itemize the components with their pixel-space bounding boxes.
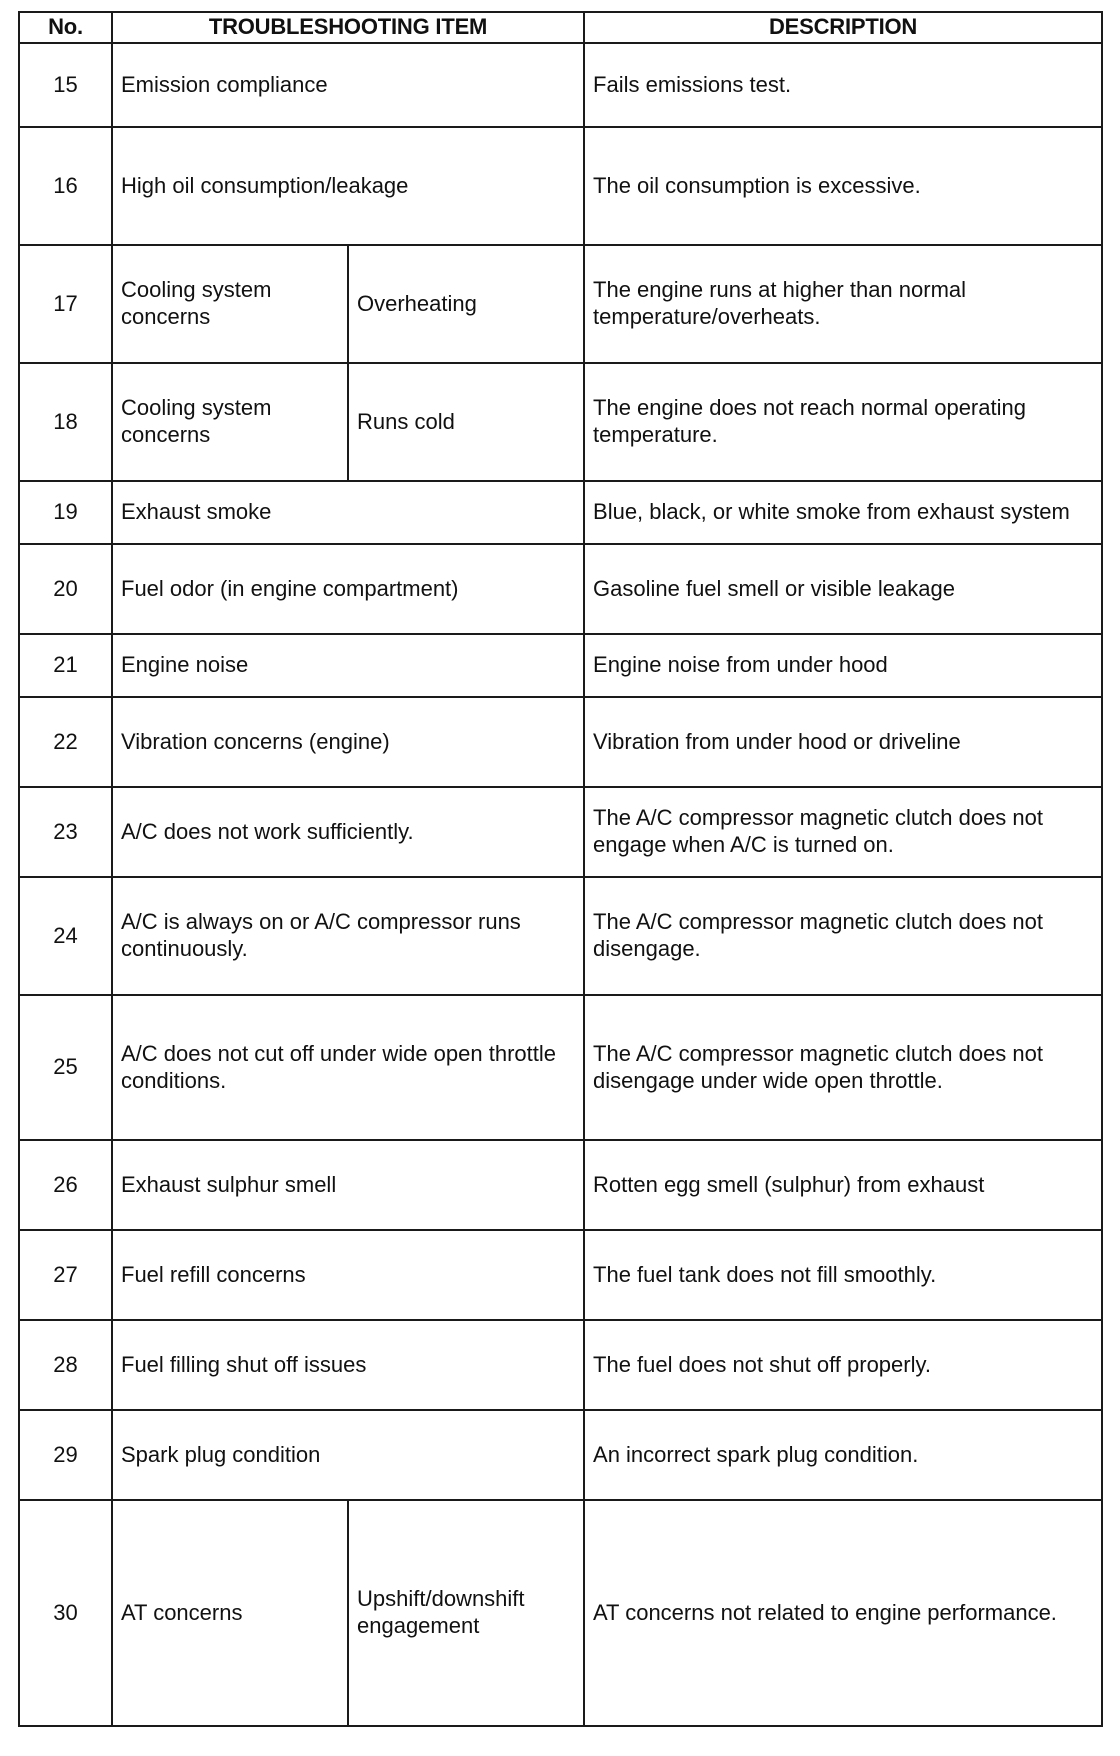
row-number: 23: [19, 787, 112, 877]
row-number: 24: [19, 877, 112, 995]
description: Rotten egg smell (sulphur) from exhaust: [584, 1140, 1102, 1230]
description: Vibration from under hood or driveline: [584, 697, 1102, 787]
troubleshooting-item: Vibration concerns (engine): [112, 697, 584, 787]
description: The fuel does not shut off properly.: [584, 1320, 1102, 1410]
troubleshooting-subitem: Overheating: [348, 245, 584, 363]
description: The A/C compressor magnetic clutch does not disengage.: [584, 877, 1102, 995]
description: The engine runs at higher than normal temperature/overheats.: [584, 245, 1102, 363]
troubleshooting-table: [18, 11, 1103, 1727]
table-row: [19, 1410, 1102, 1500]
troubleshooting-item: Emission compliance: [112, 43, 584, 127]
troubleshooting-item: Spark plug condition: [112, 1410, 584, 1500]
row-number: 22: [19, 697, 112, 787]
row-number: 29: [19, 1410, 112, 1500]
troubleshooting-subitem: Runs cold: [348, 363, 584, 481]
table-row: [19, 1320, 1102, 1410]
troubleshooting-item: A/C does not cut off under wide open throttle conditions.: [112, 995, 584, 1140]
description: AT concerns not related to engine performance.: [584, 1500, 1102, 1726]
table-row: [19, 1230, 1102, 1320]
table-row: [19, 995, 1102, 1140]
table-row: [19, 544, 1102, 634]
troubleshooting-item: Exhaust sulphur smell: [112, 1140, 584, 1230]
description: The engine does not reach normal operating temperature.: [584, 363, 1102, 481]
troubleshooting-item: Exhaust smoke: [112, 481, 584, 544]
row-number: 16: [19, 127, 112, 245]
header-troubleshooting-item: TROUBLESHOOTING ITEM: [112, 12, 584, 43]
description: Blue, black, or white smoke from exhaust system: [584, 481, 1102, 544]
troubleshooting-item: Fuel odor (in engine compartment): [112, 544, 584, 634]
row-number: 30: [19, 1500, 112, 1726]
troubleshooting-item: AT concerns: [112, 1500, 348, 1726]
table-row: [19, 245, 1102, 363]
description: The oil consumption is excessive.: [584, 127, 1102, 245]
table-row: [19, 1140, 1102, 1230]
description: The A/C compressor magnetic clutch does not engage when A/C is turned on.: [584, 787, 1102, 877]
row-number: 19: [19, 481, 112, 544]
description: Engine noise from under hood: [584, 634, 1102, 697]
row-number: 20: [19, 544, 112, 634]
table-row: [19, 481, 1102, 544]
troubleshooting-item: A/C does not work sufficiently.: [112, 787, 584, 877]
description: An incorrect spark plug condition.: [584, 1410, 1102, 1500]
description: Gasoline fuel smell or visible leakage: [584, 544, 1102, 634]
row-number: 27: [19, 1230, 112, 1320]
troubleshooting-item: Fuel filling shut off issues: [112, 1320, 584, 1410]
troubleshooting-item: High oil consumption/leakage: [112, 127, 584, 245]
troubleshooting-subitem: Upshift/downshift engagement: [348, 1500, 584, 1726]
table-row: [19, 697, 1102, 787]
row-number: 17: [19, 245, 112, 363]
table-row: [19, 1500, 1102, 1726]
description: The fuel tank does not fill smoothly.: [584, 1230, 1102, 1320]
table-row: [19, 43, 1102, 127]
row-number: 21: [19, 634, 112, 697]
header-no: No.: [19, 12, 112, 43]
troubleshooting-item: Cooling system concerns: [112, 245, 348, 363]
table-row: [19, 877, 1102, 995]
row-number: 28: [19, 1320, 112, 1410]
troubleshooting-item: Cooling system concerns: [112, 363, 348, 481]
table-row: [19, 363, 1102, 481]
description: Fails emissions test.: [584, 43, 1102, 127]
table-row: [19, 127, 1102, 245]
troubleshooting-item: Engine noise: [112, 634, 584, 697]
table-row: [19, 634, 1102, 697]
troubleshooting-item: A/C is always on or A/C compressor runs continuously.: [112, 877, 584, 995]
row-number: 25: [19, 995, 112, 1140]
troubleshooting-item: Fuel refill concerns: [112, 1230, 584, 1320]
table-row: [19, 787, 1102, 877]
header-description: DESCRIPTION: [584, 12, 1102, 43]
table-header-row: [19, 12, 1102, 43]
row-number: 15: [19, 43, 112, 127]
description: The A/C compressor magnetic clutch does not disengage under wide open throttle.: [584, 995, 1102, 1140]
row-number: 26: [19, 1140, 112, 1230]
row-number: 18: [19, 363, 112, 481]
